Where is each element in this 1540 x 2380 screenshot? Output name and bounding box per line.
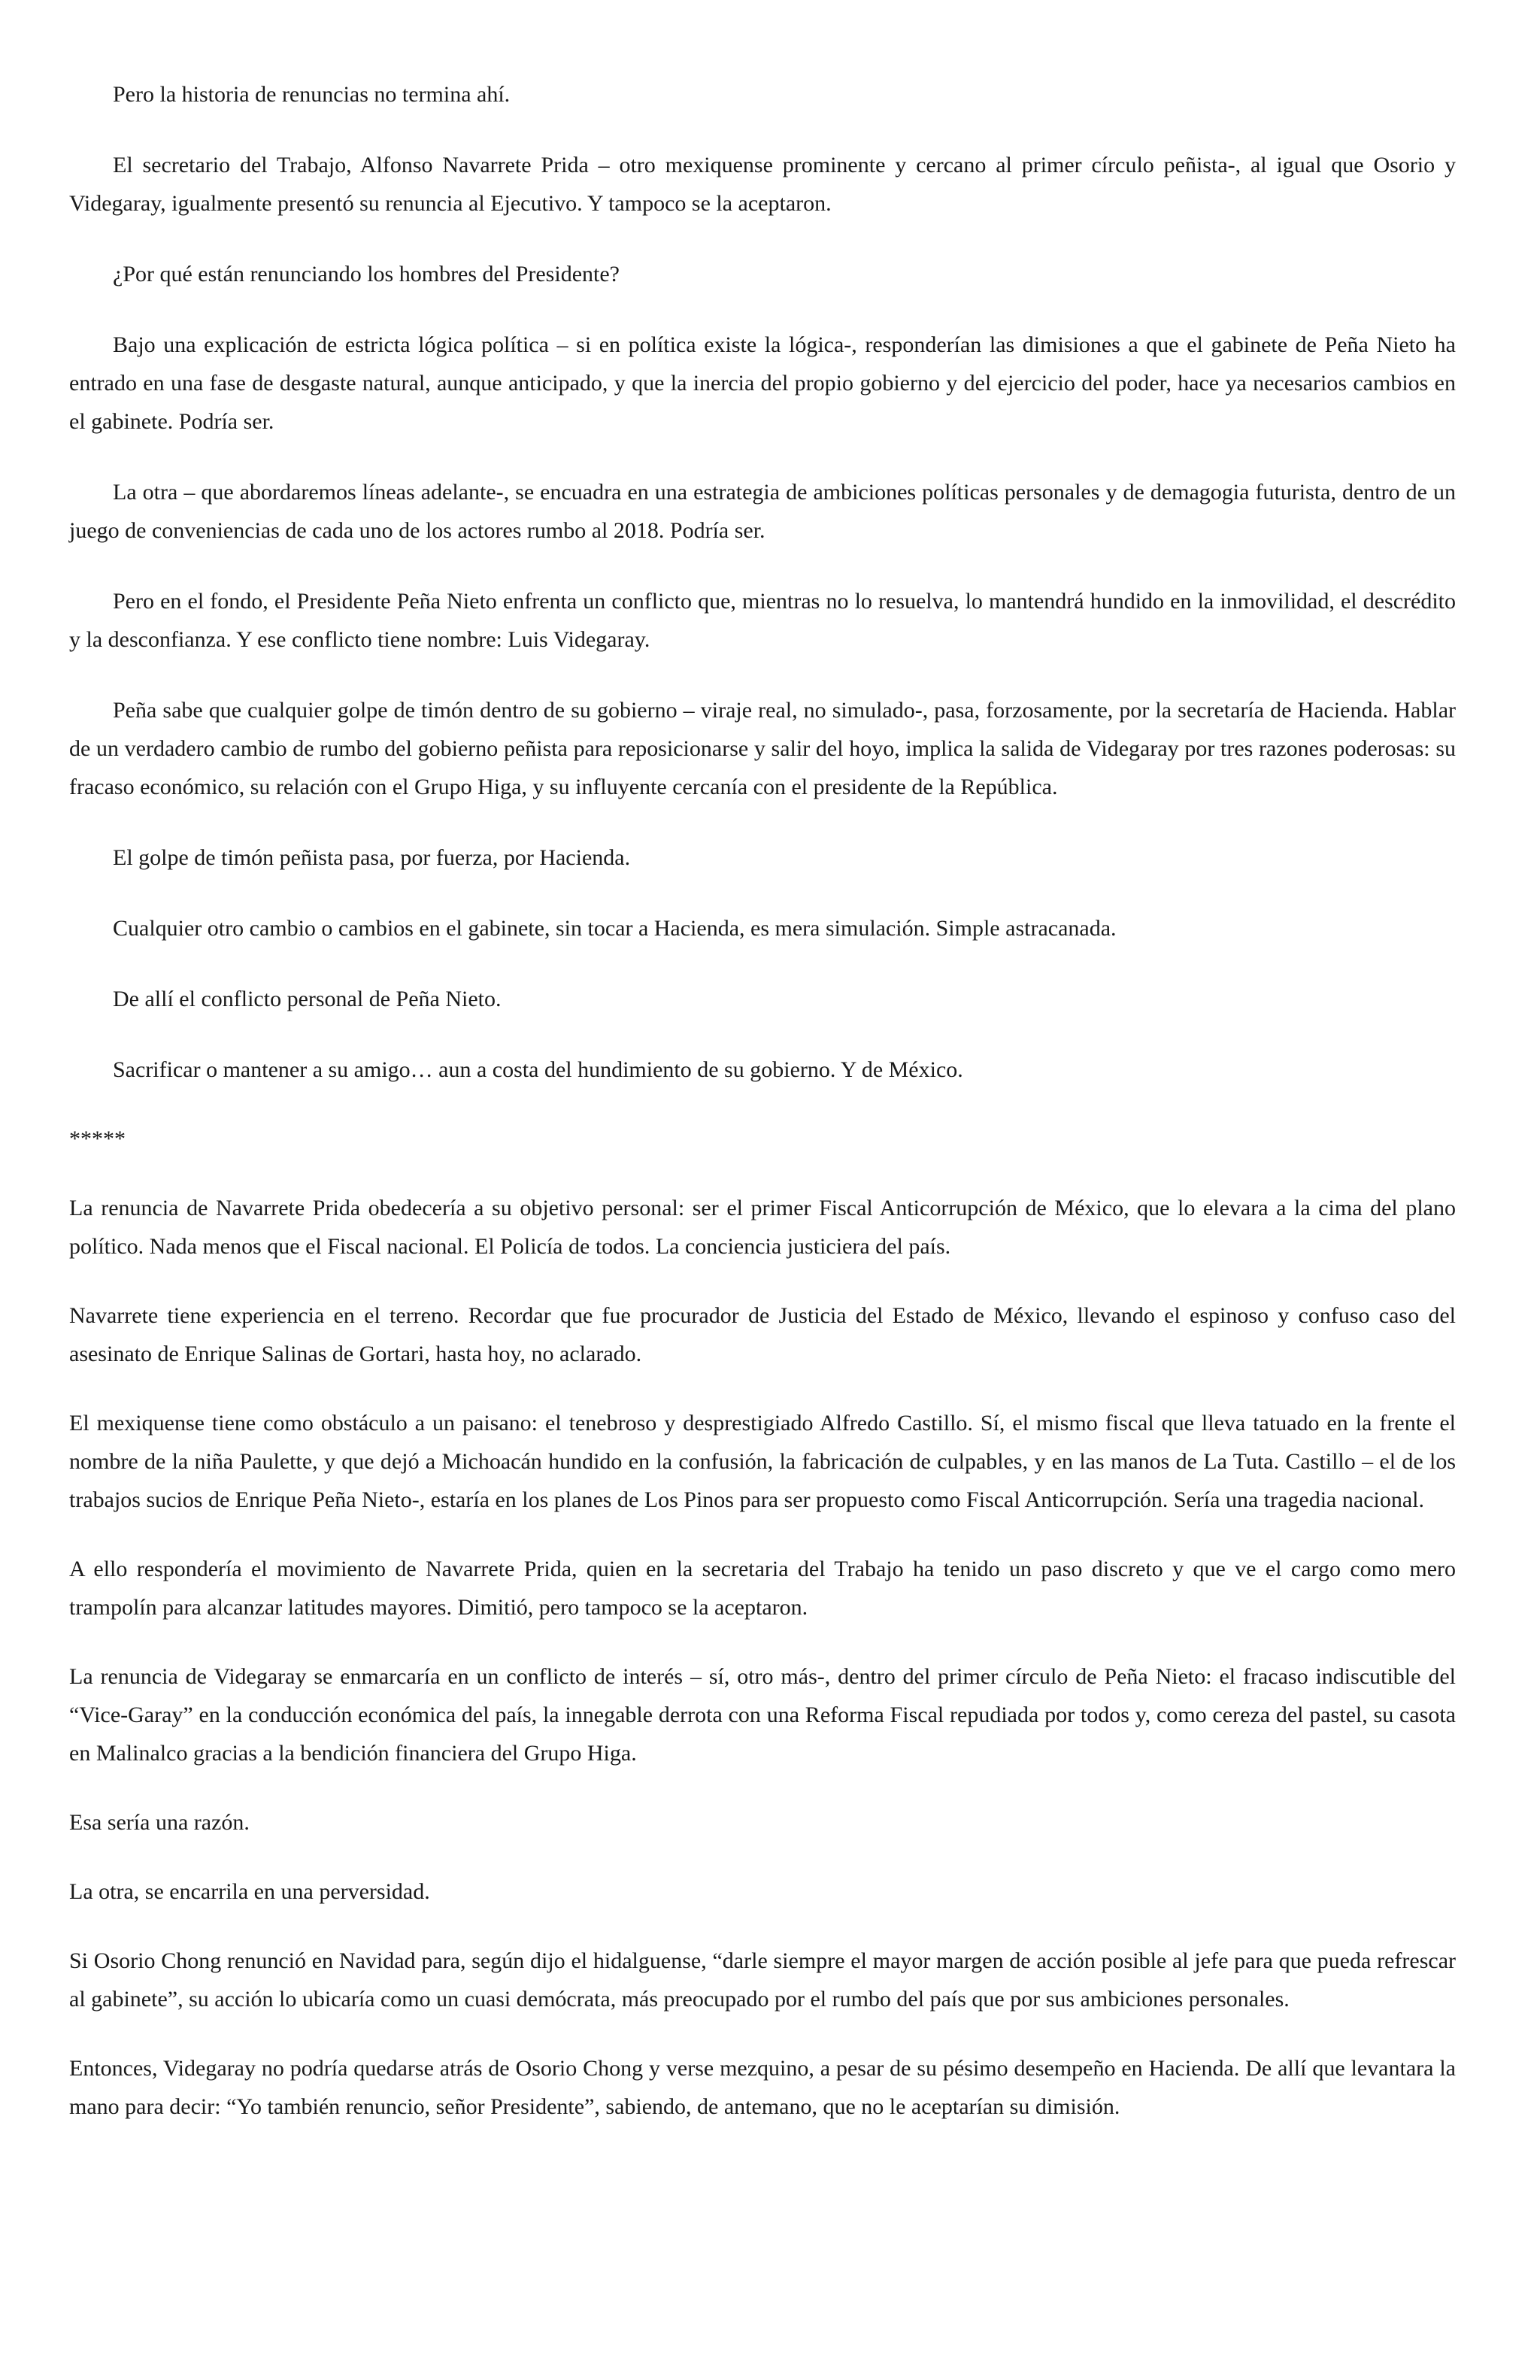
paragraph-15: A ello respondería el movimiento de Navarrete Prida, quien en la secretaria del Trabajo ha tenido un paso discreto y que ve el cargo como mero trampolín para alcanzar latitudes mayores. Dimitió, pero tampoco se la aceptaron. xyxy=(69,1557,1456,1620)
paragraph-12: La renuncia de Navarrete Prida obedecería a su objetivo personal: ser el primer Fiscal Anticorrupción de México, que lo elevara a la cima del plano político. Nada menos que el Fiscal nacional. El Policía de todos. La conciencia justiciera del país. xyxy=(69,1196,1456,1259)
paragraph-16: La renuncia de Videgaray se enmarcaría en un conflicto de interés – sí, otro más-, dentro del primer círculo de Peña Nieto: el fracaso indiscutible del “Vice-Garay” en la conducción económica del país, la innegable derrota con una Reforma Fiscal repudiada por todos y, como cereza del pastel, su casota en Malinalco gracias a la bendición financiera del Grupo Higa. xyxy=(69,1664,1456,1766)
paragraph-6: Pero en el fondo, el Presidente Peña Nieto enfrenta un conflicto que, mientras no lo resuelva, lo mantendrá hundido en la inmovilidad, el descrédito y la desconfianza. Y ese conflicto tiene nombre: Luis Videgaray. xyxy=(69,589,1456,652)
paragraph-17: Esa sería una razón. xyxy=(69,1810,250,1835)
paragraph-7: Peña sabe que cualquier golpe de timón dentro de su gobierno – viraje real, no simulado-, pasa, forzosamente, por la secretaría de Hacienda. Hablar de un verdadero cambio de rumbo del gobierno peñista para reposicionarse y salir del hoyo, implica la salida de Videgaray por tres razones poderosas: su fracaso económico, su relación con el Grupo Higa, y su influyente cercanía con el presidente de la República. xyxy=(69,698,1456,799)
paragraph-13: Navarrete tiene experiencia en el terreno. Recordar que fue procurador de Justicia del Estado de México, llevando el espinoso y confuso caso del asesinato de Enrique Salinas de Gortari, hasta hoy, no aclarado. xyxy=(69,1303,1456,1366)
paragraph-2: El secretario del Trabajo, Alfonso Navarrete Prida – otro mexiquense prominente y cercano al primer círculo peñista-, al igual que Osorio y Videgaray, igualmente presentó su renuncia al Ejecutivo. Y tampoco se la aceptaron. xyxy=(69,153,1456,216)
paragraph-8: El golpe de timón peñista pasa, por fuerza, por Hacienda. xyxy=(113,845,631,870)
section-separator: ***** xyxy=(69,1126,126,1151)
article-body xyxy=(69,75,1456,2126)
paragraph-19: Si Osorio Chong renunció en Navidad para, según dijo el hidalguense, “darle siempre el mayor margen de acción posible al jefe para que pueda refrescar al gabinete”, su acción lo ubicaría como un cuasi demócrata, más preocupado por el rumbo del país que por sus ambiciones personales. xyxy=(69,1948,1456,2012)
paragraph-11: Sacrificar o mantener a su amigo… aun a costa del hundimiento de su gobierno. Y de México. xyxy=(113,1057,963,1082)
paragraph-1: Pero la historia de renuncias no termina ahí. xyxy=(113,82,511,107)
paragraph-5: La otra – que abordaremos líneas adelante-, se encuadra en una estrategia de ambiciones políticas personales y de demagogia futurista, dentro de un juego de conveniencias de cada uno de los actores rumbo al 2018. Podría ser. xyxy=(69,480,1456,543)
paragraph-9: Cualquier otro cambio o cambios en el gabinete, sin tocar a Hacienda, es mera simulación. Simple astracanada. xyxy=(113,916,1117,941)
paragraph-14: El mexiquense tiene como obstáculo a un paisano: el tenebroso y desprestigiado Alfredo Castillo. Sí, el mismo fiscal que lleva tatuado en la frente el nombre de la niña Paulette, y que dejó a Michoacán hundido en la confusión, la fabricación de culpables, y en las manos de La Tuta. Castillo – el de los trabajos sucios de Enrique Peña Nieto-, estaría en los planes de Los Pinos para ser propuesto como Fiscal Anticorrupción. Sería una tragedia nacional. xyxy=(69,1411,1456,1512)
paragraph-18: La otra, se encarrila en una perversidad. xyxy=(69,1879,430,1904)
paragraph-20: Entonces, Videgaray no podría quedarse atrás de Osorio Chong y verse mezquino, a pesar de su pésimo desempeño en Hacienda. De allí que levantara la mano para decir: “Yo también renuncio, señor Presidente”, sabiendo, de antemano, que no le aceptarían su dimisión. xyxy=(69,2056,1456,2119)
paragraph-10: De allí el conflicto personal de Peña Nieto. xyxy=(113,987,502,1011)
paragraph-3: ¿Por qué están renunciando los hombres del Presidente? xyxy=(113,262,620,287)
paragraph-4: Bajo una explicación de estricta lógica política – si en política existe la lógica-, responderían las dimisiones a que el gabinete de Peña Nieto ha entrado en una fase de desgaste natural, aunque anticipado, y que la inercia del propio gobierno y del ejercicio del poder, hace ya necesarios cambios en el gabinete. Podría ser. xyxy=(69,332,1456,434)
